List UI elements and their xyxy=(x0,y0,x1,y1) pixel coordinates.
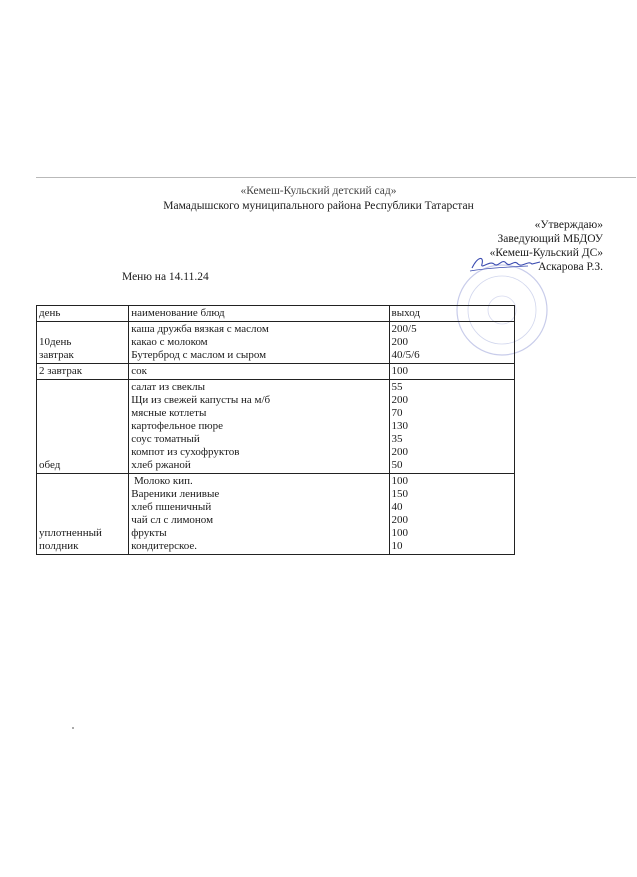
dish-item: мясные котлеты xyxy=(131,407,207,419)
table-row xyxy=(37,322,515,364)
table-row xyxy=(37,364,515,380)
yield-value: 50 xyxy=(391,459,403,471)
meal-name-line: полдник xyxy=(39,540,79,552)
approver-position: Заведующий МБДОУ xyxy=(497,233,603,245)
meal-name-line: 2 завтрак xyxy=(39,365,83,377)
yield-value: 100 xyxy=(391,365,409,377)
dish-item: Молоко кип. xyxy=(131,475,193,487)
yield-value: 200 xyxy=(391,336,409,348)
yield-value: 150 xyxy=(391,488,409,500)
menu-date: Меню на 14.11.24 xyxy=(122,271,209,283)
col-header-dishes: наименование блюд xyxy=(129,306,389,322)
dish-list xyxy=(129,474,389,555)
dish-item: хлеб пшеничный xyxy=(131,501,212,513)
dish-list xyxy=(129,322,389,364)
yield-value: 40/5/6 xyxy=(391,349,420,361)
dish-item: хлеб ржаной xyxy=(131,459,191,471)
yield-value: 40 xyxy=(391,501,403,513)
dish-item: салат из свеклы xyxy=(131,381,206,393)
meal-name-line: 10день xyxy=(39,336,72,348)
yield-list xyxy=(389,364,514,380)
col-header-yield: выход xyxy=(389,306,514,322)
dish-item: соус томатный xyxy=(131,433,200,445)
org-name-line1: «Кемеш-Кульский детский сад» xyxy=(240,185,397,197)
approver-org: «Кемеш-Кульский ДС» xyxy=(489,247,603,259)
dish-item: каша дружба вязкая с маслом xyxy=(131,323,269,335)
yield-value: 200 xyxy=(391,446,409,458)
approver-name: Аскарова Р.З. xyxy=(538,261,603,273)
yield-value: 130 xyxy=(391,420,409,432)
meal-name xyxy=(37,474,129,555)
meal-name-line: уплотненный xyxy=(39,527,102,539)
meal-name-line: обед xyxy=(39,459,61,471)
yield-value: 55 xyxy=(391,381,403,393)
yield-value: 200 xyxy=(391,394,409,406)
yield-list xyxy=(389,380,514,474)
signature xyxy=(468,252,544,274)
yield-value: 200/5 xyxy=(391,323,417,335)
yield-value: 200 xyxy=(391,514,409,526)
meal-name xyxy=(37,380,129,474)
dish-list xyxy=(129,364,389,380)
dish-item: сок xyxy=(131,365,148,377)
dish-list xyxy=(129,380,389,474)
yield-list xyxy=(389,322,514,364)
dish-item: картофельное пюре xyxy=(131,420,224,432)
yield-value: 70 xyxy=(391,407,403,419)
yield-value: 100 xyxy=(391,527,409,539)
yield-list xyxy=(389,474,514,555)
menu-table xyxy=(36,305,515,555)
dish-item: чай сл с лимоном xyxy=(131,514,214,526)
yield-value: 10 xyxy=(391,540,403,552)
dish-item: фрукты xyxy=(131,527,167,539)
dish-item: кондитерское. xyxy=(131,540,198,552)
yield-value: 35 xyxy=(391,433,403,445)
org-name-line2: Мамадышского муниципального района Республики Татарстан xyxy=(163,200,474,212)
table-header-row xyxy=(37,306,515,322)
table-row xyxy=(37,474,515,555)
dish-item: какао с молоком xyxy=(131,336,208,348)
meal-name-line: завтрак xyxy=(39,349,74,361)
meal-name xyxy=(37,322,129,364)
dish-item: компот из сухофруктов xyxy=(131,446,240,458)
yield-value: 100 xyxy=(391,475,409,487)
scan-speck xyxy=(72,727,74,729)
meal-name xyxy=(37,364,129,380)
dish-item: Бутерброд с маслом и сыром xyxy=(131,349,267,361)
table-row xyxy=(37,380,515,474)
col-header-day: день xyxy=(37,306,129,322)
scan-edge-line xyxy=(36,177,636,178)
dish-item: Вареники ленивые xyxy=(131,488,220,500)
approve-label: «Утверждаю» xyxy=(534,219,603,231)
dish-item: Щи из свежей капусты на м/б xyxy=(131,394,271,406)
